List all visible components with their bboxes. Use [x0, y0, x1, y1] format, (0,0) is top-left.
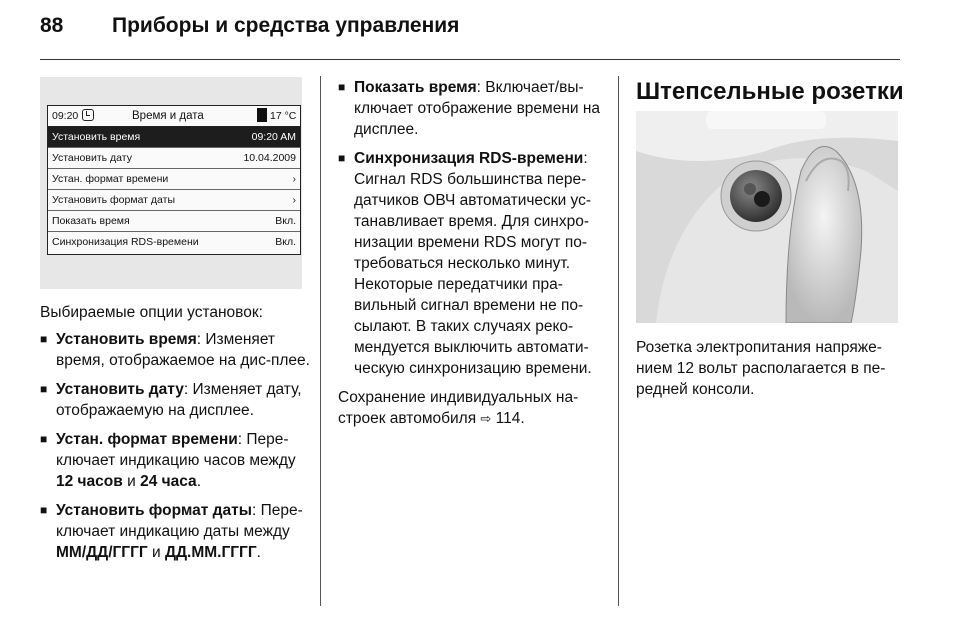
intro-text: Выбираемые опции установок: [40, 304, 263, 321]
item-term: Установить формат даты [56, 502, 252, 519]
display-temperature: 17 °C [270, 110, 297, 122]
header-rule [40, 59, 900, 60]
item-text: : Пере-ключает индикацию даты между [56, 502, 303, 540]
item-text: : Сигнал RDS большинства пере-датчиков ОВЧ автоматически ус-танавливает время. Для синхро-низации времени RDS могут по-требоваться несколько минут. Некоторые передатчики пра-вильный сигнал времени не по-сылают. В таких случаях реко-мендуется выключить автомати-ческую синхронизацию времени. [354, 150, 592, 377]
list-item: ■ Установить формат даты: Пере-ключает индикацию даты между ММ/ДД/ГГГГ и ДД.ММ.ГГГГ. [40, 502, 303, 561]
display-screen [47, 105, 301, 255]
item-term: Установить время [56, 331, 197, 348]
item-term: Синхронизация RDS-времени [354, 150, 584, 167]
item-term: Устан. формат времени [56, 431, 238, 448]
section-heading: Штепсельные розетки [636, 78, 904, 105]
menu-row-value: Вкл. [275, 236, 296, 248]
display-screenshot [40, 77, 302, 289]
display-header [48, 106, 300, 127]
item-bold: ДД.ММ.ГГГГ [164, 544, 257, 561]
item-text: : Включает/вы-ключает отображение времени на дисплее. [354, 79, 601, 138]
menu-row-label: Устан. формат времени [52, 173, 169, 185]
item-term: Установить дату [56, 381, 184, 398]
item-text: и [122, 473, 141, 490]
right-column [636, 337, 902, 400]
menu-row-label: Установить время [52, 131, 141, 143]
menu-row-label: Установить формат даты [52, 194, 175, 206]
photo-caption: Розетка электропитания напряже-нием 12 вольт располагается в пе-редней консоли. [636, 339, 886, 398]
page-title: Приборы и средства управления [112, 14, 460, 37]
menu-row-date-format[interactable] [48, 190, 300, 211]
menu-row-label: Показать время [52, 215, 130, 227]
list-item: ■ Устан. формат времени: Пере-ключает индикацию часов между 12 часов и 24 часа. [40, 431, 296, 490]
menu-row-time-format[interactable] [48, 169, 300, 190]
power-socket-photo [636, 111, 898, 323]
page-number: 88 [40, 14, 64, 37]
menu-row-label: Синхронизация RDS-времени [52, 236, 199, 248]
socket-illustration [636, 111, 898, 323]
note-text: Сохранение индивидуальных на-строек автомобиля [338, 389, 579, 427]
item-text: . [256, 544, 261, 561]
item-text: : Изменяет время, отображаемое на дис-плее. [56, 331, 310, 369]
page-reference[interactable]: 114. [495, 410, 525, 427]
thermometer-icon [257, 108, 267, 122]
menu-row-value: Вкл. [275, 215, 296, 227]
list-item: ■ Синхронизация RDS-времени: Сигнал RDS большинства пере-датчиков ОВЧ автоматически ус-танавливает время. Для синхро-низации времени RDS могут по-требоваться несколько минут. Некоторые передатчики пра-вильный сигнал времени не по-сылают. В таких случаях реко-мендуется выключить автомати-ческую синхронизацию времени. [338, 150, 592, 377]
menu-row-value: 09:20 AM [251, 131, 296, 143]
menu-row-set-date[interactable] [48, 148, 300, 169]
middle-column [338, 77, 606, 429]
list-item: ■ Установить дату: Изменяет дату, отображаемую на дисплее. [40, 381, 302, 419]
item-text: : Изменяет дату, отображаемую на дисплее. [56, 381, 302, 419]
menu-row-value: 10.04.2009 [243, 152, 296, 164]
menu-row-label: Установить дату [52, 152, 132, 164]
chevron-right-icon: › [292, 173, 296, 185]
item-bold: ММ/ДД/ГГГГ [56, 544, 148, 561]
item-text: : Пере-ключает индикацию часов между [56, 431, 296, 469]
list-item: ■ Установить время: Изменяет время, отображаемое на дис-плее. [40, 331, 310, 369]
column-divider-1 [320, 76, 321, 606]
item-bold: 12 часов [56, 473, 123, 490]
menu-row-show-time[interactable] [48, 211, 300, 232]
item-term: Показать время [354, 79, 477, 96]
item-text: и [147, 544, 165, 561]
page-header [40, 14, 459, 38]
display-time: 09:20 [52, 110, 79, 122]
display-title: Время и дата [132, 110, 204, 122]
menu-row-rds-sync[interactable] [48, 232, 300, 252]
clock-icon [82, 109, 94, 121]
list-item: ■ Показать время: Включает/вы-ключает отображение времени на дисплее. [338, 79, 601, 138]
item-text: . [196, 473, 201, 490]
menu-row-set-time[interactable] [48, 127, 300, 148]
page-reference-arrow-icon: ⇨ [480, 411, 492, 426]
column-divider-2 [618, 76, 619, 606]
left-column [40, 302, 310, 571]
cross-reference [338, 387, 606, 429]
item-bold: 24 часа [140, 473, 197, 490]
chevron-right-icon: › [292, 194, 296, 206]
